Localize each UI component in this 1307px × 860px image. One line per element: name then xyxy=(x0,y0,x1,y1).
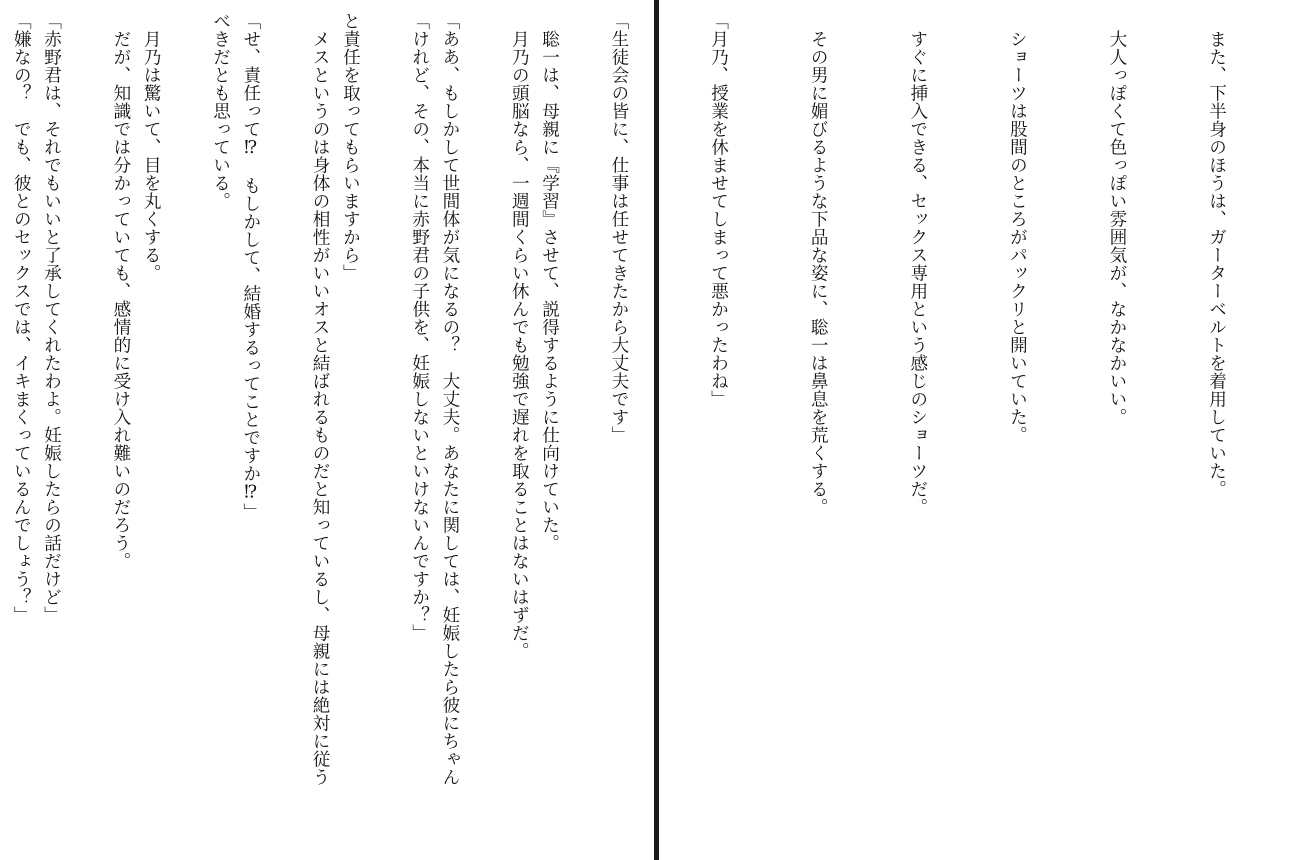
text-line: メスというのは身体の相性がいいオスと結ばれるものだと知っているし、母親には絶対に従う xyxy=(310,12,331,786)
text-line: だが、知識では分かっていても、感情的に受け入れ難いのだろう。 xyxy=(110,12,131,570)
right-page-text xyxy=(0,12,1299,858)
text-line: と責任を取ってもらいますから」 xyxy=(340,12,361,282)
text-line: 「けれど、その、本当に赤野君の子供を、妊娠しないといけないんですか？」 xyxy=(409,12,430,642)
text-line: 「ああ、もしかして世間体が気になるの？ 大丈夫。あなたに関しては、妊娠したら彼にちゃん xyxy=(439,12,460,786)
text-line: 月乃は驚いて、目を丸くする。 xyxy=(141,12,162,282)
text-line: ショーツは股間のところがパックリと開いていた。 xyxy=(1007,12,1028,444)
text-line: すぐに挿入できる、セックス専用という感じのショーツだ。 xyxy=(907,12,928,516)
text-line: 「月乃、授業を休ませてしまって悪かったわね」 xyxy=(708,12,729,408)
text-line: べきだとも思っている。 xyxy=(210,12,231,210)
text-line: 「嫌なの？ でも、彼とのセックスでは、イキまくっているんでしょう？」 xyxy=(11,12,32,624)
text-line: 「赤野君は、それでもいいと了承してくれたわよ。妊娠したらの話だけど」 xyxy=(41,12,62,624)
text-line: 「せ、責任って⁉ もしかして、結婚するってことですか⁉」 xyxy=(240,12,261,521)
text-line: その男に媚びるような下品な姿に、聡一は鼻息を荒くする。 xyxy=(808,12,829,516)
text-line: 大人っぽくて色っぽい雰囲気が、なかなかいい。 xyxy=(1106,12,1127,426)
text-line: また、下半身のほうは、ガーターベルトを着用していた。 xyxy=(1206,12,1227,498)
text-line: 「生徒会の皆に、仕事は任せてきたから大丈夫です」 xyxy=(608,12,629,444)
text-line: 聡一は、母親に『学習』させて、説得するように仕向けていた。 xyxy=(539,12,560,552)
text-line: 月乃の頭脳なら、一週間くらい休んでも勉強で遅れを取ることはないはずだ。 xyxy=(509,12,530,660)
